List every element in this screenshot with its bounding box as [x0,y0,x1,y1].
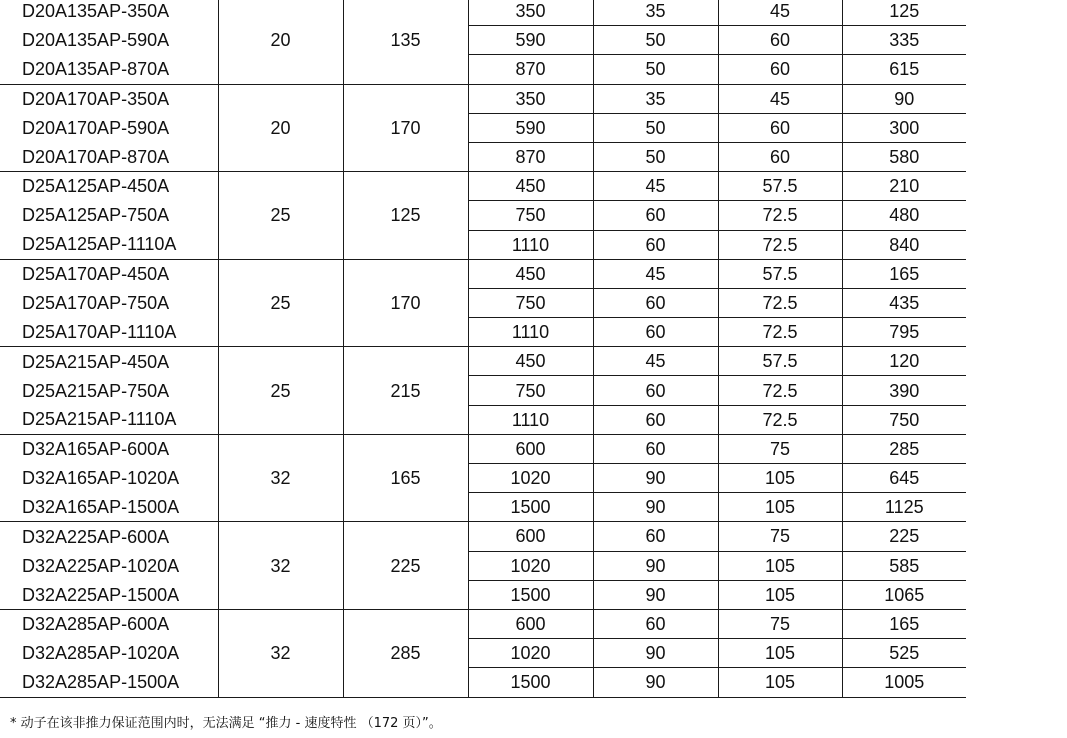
value-cell-2: 90 [593,464,718,493]
value-cell-1: 600 [468,609,593,638]
value-cell-2: 50 [593,55,718,84]
model-cell: D25A215AP-750A [22,380,170,401]
table-row [0,172,966,201]
model-cell: D32A285AP-600A [22,614,170,635]
table-row [0,84,966,113]
value-cell-1: 600 [468,434,593,463]
value-cell-2: 90 [593,668,718,697]
model-cell: D32A165AP-1500A [0,493,218,522]
length-cell: 215 [343,347,468,435]
model-cell: D25A170AP-750A [22,292,170,313]
value-cell-4: 300 [842,113,966,142]
model-cell: D20A170AP-350A [22,88,170,109]
value-cell-1: 350 [468,0,593,26]
table-row [0,55,966,84]
value-cell-2: 50 [593,142,718,171]
value-cell-2: 60 [593,201,718,230]
table-row [0,551,966,580]
model-cell: D32A285AP-1500A [0,668,218,697]
value-cell-3: 105 [718,639,842,668]
length-cell: 285 [343,609,468,697]
value-cell-3: 72.5 [718,288,842,317]
value-cell-1: 590 [468,113,593,142]
model-cell: D20A135AP-350A [22,1,170,22]
value-cell-4: 645 [842,464,966,493]
value-cell-2: 60 [593,288,718,317]
value-cell-4: 795 [842,318,966,347]
value-cell-4: 390 [842,376,966,405]
model-cell: D32A225AP-1500A [0,580,218,609]
value-cell-2: 90 [593,639,718,668]
value-cell-4: 90 [842,84,966,113]
value-cell-3: 75 [718,434,842,463]
value-cell-4: 1005 [842,668,966,697]
value-cell-4: 210 [842,172,966,201]
value-cell-1: 870 [468,142,593,171]
model-cell: D25A170AP-450A [22,264,170,285]
value-cell-3: 57.5 [718,259,842,288]
value-cell-1: 1500 [468,580,593,609]
value-cell-4: 225 [842,522,966,551]
value-cell-3: 75 [718,609,842,638]
model-cell: D25A215AP-1110A [0,405,218,434]
model-cell: D25A125AP-450A [22,176,170,197]
value-cell-4: 285 [842,434,966,463]
value-cell-3: 72.5 [718,376,842,405]
diameter-cell: 25 [218,172,343,260]
table-row [0,0,966,26]
value-cell-2: 90 [593,551,718,580]
diameter-cell: 25 [218,347,343,435]
diameter-cell: 25 [218,259,343,347]
value-cell-4: 580 [842,142,966,171]
value-cell-1: 1500 [468,668,593,697]
value-cell-2: 35 [593,0,718,26]
value-cell-1: 1110 [468,230,593,259]
value-cell-2: 60 [593,434,718,463]
value-cell-2: 60 [593,318,718,347]
table-row [0,522,966,551]
length-cell: 225 [343,522,468,610]
value-cell-2: 45 [593,172,718,201]
model-cell: D32A165AP-1020A [22,468,180,489]
diameter-cell: 32 [218,522,343,610]
value-cell-1: 1110 [468,318,593,347]
table-row [0,113,966,142]
table-row [0,288,966,317]
value-cell-1: 1020 [468,551,593,580]
value-cell-1: 600 [468,522,593,551]
model-cell: D25A215AP-450A [22,351,170,372]
table-row [0,318,966,347]
length-cell: 165 [343,434,468,522]
value-cell-3: 105 [718,493,842,522]
table-row [0,347,966,376]
value-cell-1: 450 [468,259,593,288]
value-cell-3: 72.5 [718,318,842,347]
length-cell: 125 [343,172,468,260]
model-cell: D20A135AP-870A [0,55,218,84]
value-cell-1: 750 [468,201,593,230]
value-cell-4: 750 [842,405,966,434]
value-cell-2: 50 [593,113,718,142]
value-cell-3: 60 [718,142,842,171]
table-row [0,580,966,609]
value-cell-1: 1020 [468,639,593,668]
value-cell-4: 1125 [842,493,966,522]
table-row [0,493,966,522]
value-cell-4: 615 [842,55,966,84]
value-cell-2: 60 [593,230,718,259]
diameter-cell: 32 [218,609,343,697]
value-cell-1: 450 [468,347,593,376]
diameter-cell: 20 [218,0,343,84]
model-cell: D25A125AP-1110A [0,230,218,259]
table-row [0,201,966,230]
value-cell-2: 45 [593,259,718,288]
value-cell-3: 105 [718,580,842,609]
table-row [0,376,966,405]
table-row [0,26,966,55]
model-cell: D32A225AP-1020A [22,555,180,576]
value-cell-3: 60 [718,55,842,84]
value-cell-3: 60 [718,113,842,142]
value-cell-3: 45 [718,84,842,113]
value-cell-4: 125 [842,0,966,26]
value-cell-2: 60 [593,405,718,434]
table-row [0,405,966,434]
value-cell-2: 45 [593,347,718,376]
value-cell-2: 90 [593,580,718,609]
table-row [0,668,966,697]
table-row [0,142,966,171]
model-cell: D25A125AP-750A [22,205,170,226]
value-cell-3: 72.5 [718,230,842,259]
value-cell-2: 35 [593,84,718,113]
value-cell-1: 750 [468,376,593,405]
model-cell: D20A135AP-590A [22,30,170,51]
value-cell-4: 335 [842,26,966,55]
model-cell: D32A165AP-600A [22,439,170,460]
value-cell-4: 585 [842,551,966,580]
value-cell-3: 105 [718,668,842,697]
value-cell-3: 72.5 [718,405,842,434]
length-cell: 170 [343,259,468,347]
value-cell-3: 105 [718,464,842,493]
model-cell: D32A285AP-1020A [22,643,180,664]
value-cell-1: 450 [468,172,593,201]
model-cell: D20A170AP-870A [0,142,218,171]
value-cell-2: 60 [593,609,718,638]
value-cell-1: 590 [468,26,593,55]
value-cell-4: 525 [842,639,966,668]
table-row [0,609,966,638]
table-row [0,464,966,493]
value-cell-2: 90 [593,493,718,522]
value-cell-1: 1110 [468,405,593,434]
value-cell-4: 165 [842,609,966,638]
value-cell-4: 435 [842,288,966,317]
length-cell: 170 [343,84,468,172]
value-cell-3: 75 [718,522,842,551]
model-cell: D25A170AP-1110A [0,318,218,347]
value-cell-4: 840 [842,230,966,259]
value-cell-3: 105 [718,551,842,580]
footnote: * 动子在该非推力保证范围内时，无法满足 “推力 - 速度特性 （172 页）”。 [10,716,442,731]
model-cell: D20A170AP-590A [22,117,170,138]
value-cell-1: 1020 [468,464,593,493]
value-cell-1: 870 [468,55,593,84]
table-row [0,230,966,259]
length-cell: 135 [343,0,468,84]
table-row [0,639,966,668]
value-cell-3: 57.5 [718,347,842,376]
table-row [0,434,966,463]
diameter-cell: 20 [218,84,343,172]
value-cell-4: 165 [842,259,966,288]
value-cell-3: 60 [718,26,842,55]
value-cell-2: 60 [593,376,718,405]
value-cell-4: 120 [842,347,966,376]
value-cell-2: 60 [593,522,718,551]
value-cell-3: 57.5 [718,172,842,201]
value-cell-1: 750 [468,288,593,317]
model-cell: D32A225AP-600A [22,526,170,547]
value-cell-3: 45 [718,0,842,26]
table-row [0,259,966,288]
diameter-cell: 32 [218,434,343,522]
value-cell-1: 1500 [468,493,593,522]
value-cell-1: 350 [468,84,593,113]
value-cell-3: 72.5 [718,201,842,230]
value-cell-4: 1065 [842,580,966,609]
value-cell-2: 50 [593,26,718,55]
value-cell-4: 480 [842,201,966,230]
